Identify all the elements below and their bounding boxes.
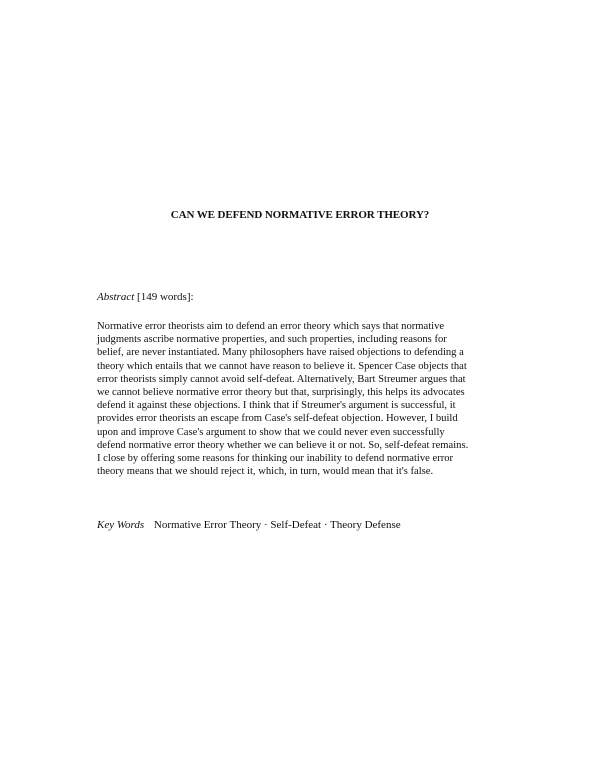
keywords xyxy=(97,519,401,531)
abstract-word-count: [149 words]: xyxy=(137,291,194,303)
abstract-line: we cannot believe normative error theory but that, surprisingly, this helps its advocates xyxy=(97,386,465,398)
abstract-line: belief, are never instantiated. Many philosophers have raised objections to defending a xyxy=(97,347,464,359)
paper-title: CAN WE DEFEND NORMATIVE ERROR THEORY? xyxy=(170,209,430,221)
keywords-text: Normative Error Theory · Self-Defeat · Theory Defense xyxy=(153,519,401,531)
abstract-line: theory which entails that we cannot have reason to believe it. Spencer Case objects that xyxy=(97,360,467,372)
abstract-body xyxy=(97,320,511,478)
abstract-line: theory means that we should reject it, which, in turn, would mean that it's false. xyxy=(97,466,434,478)
abstract-label: Abstract xyxy=(97,291,135,303)
abstract-line: provides error theorists an escape from Case's self-defeat objection. However, I build xyxy=(97,413,458,425)
abstract-line: defend it against these objections. I think that if Streumer's argument is successful, it xyxy=(97,400,456,412)
abstract-line: Normative error theorists aim to defend an error theory which says that normative xyxy=(97,321,445,332)
abstract-line: error theorists simply cannot avoid self-defeat. Alternatively, Bart Streumer argues that xyxy=(97,373,466,385)
abstract-line: upon and improve Case's argument to show that we could never even successfully xyxy=(97,426,445,438)
abstract-heading xyxy=(97,291,194,303)
abstract-line: I close by offering some reasons for thinking our inability to defend normative error xyxy=(97,452,454,464)
abstract-line: defend normative error theory whether we can believe it or not. So, self-defeat remains. xyxy=(97,439,469,451)
abstract-line: judgments ascribe normative properties, and such properties, including reasons for xyxy=(97,334,447,346)
keywords-label: Key Words xyxy=(97,519,145,531)
